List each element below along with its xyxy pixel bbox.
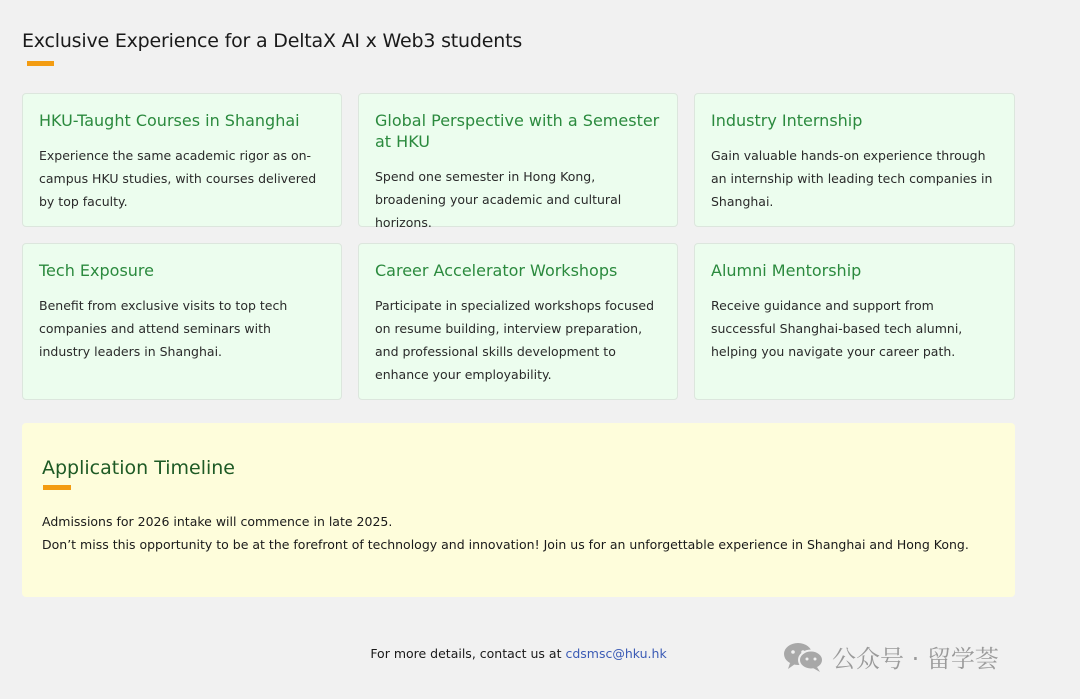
card-title: Global Perspective with a Semester at HKU xyxy=(375,111,660,151)
card-alumni-mentorship xyxy=(694,243,1015,400)
wechat-icon xyxy=(782,641,826,673)
card-hku-courses xyxy=(22,93,342,227)
card-body: Gain valuable hands-on experience through an internship with leading tech companies in Shanghai. xyxy=(711,148,993,209)
card-title: Industry Internship xyxy=(711,111,863,130)
timeline-line-2: Don’t miss this opportunity to be at the forefront of technology and innovation! Join us for an unforgettable experience in Shanghai and Hong Kong. xyxy=(42,537,969,552)
card-tech-exposure xyxy=(22,243,342,400)
timeline-title: Application Timeline xyxy=(42,457,235,479)
card-title: Career Accelerator Workshops xyxy=(375,261,618,280)
card-title: Alumni Mentorship xyxy=(711,261,862,280)
title-underline xyxy=(27,61,54,66)
card-title: HKU-Taught Courses in Shanghai xyxy=(39,111,300,130)
card-global-perspective xyxy=(358,93,678,230)
timeline-line-1: Admissions for 2026 intake will commence in late 2025. xyxy=(42,514,393,529)
card-title: Tech Exposure xyxy=(39,261,154,280)
contact-email-link[interactable]: cdsmsc@hku.hk xyxy=(565,646,667,661)
application-timeline-panel xyxy=(22,423,1015,597)
watermark-text: 公众号 · 留学荟 xyxy=(832,645,999,673)
card-body: Spend one semester in Hong Kong, broadening your academic and cultural horizons. xyxy=(375,169,622,230)
card-body: Experience the same academic rigor as on-campus HKU studies, with courses delivered by top faculty. xyxy=(39,148,317,209)
watermark xyxy=(782,639,999,674)
section-title: Exclusive Experience for a DeltaX AI x Web3 students xyxy=(22,30,523,52)
timeline-underline xyxy=(43,485,71,490)
card-career-workshops xyxy=(358,243,678,400)
card-body: Receive guidance and support from successful Shanghai-based tech alumni, helping you navigate your career path. xyxy=(711,298,963,359)
card-industry-internship xyxy=(694,93,1015,227)
card-body: Benefit from exclusive visits to top tech companies and attend seminars with industry leaders in Shanghai. xyxy=(39,298,288,359)
footer-prefix: For more details, contact us at xyxy=(370,646,566,661)
card-body: Participate in specialized workshops focused on resume building, interview preparation, and professional skills development to enhance your employability. xyxy=(375,298,655,382)
